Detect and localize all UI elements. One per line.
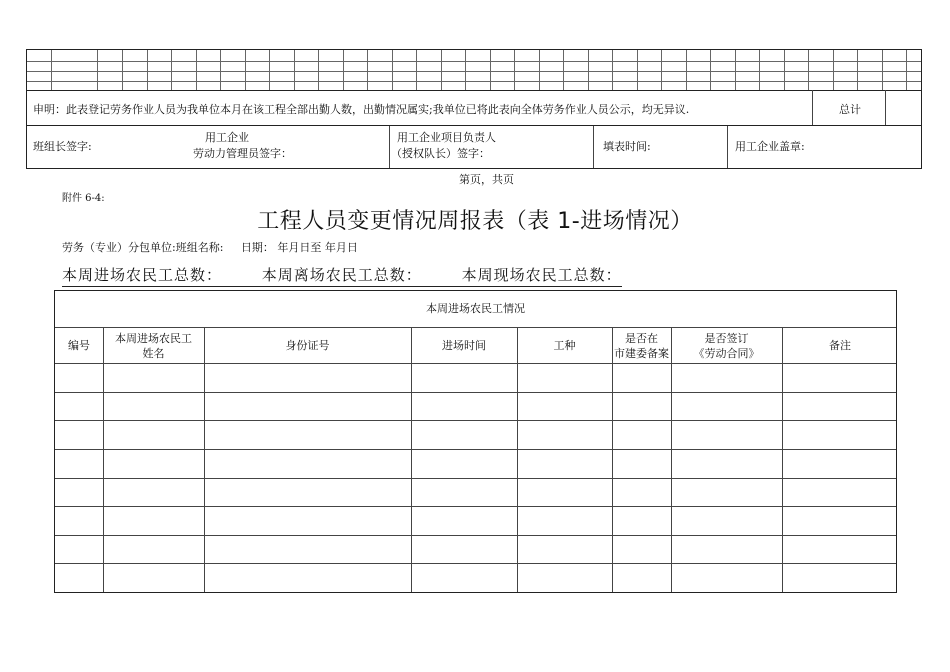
column-divider (103, 328, 104, 592)
column-header (517, 328, 612, 363)
column-header-label: 备注 (829, 339, 851, 352)
table-row (55, 563, 896, 564)
column-header-label: 是否在 (625, 331, 658, 345)
grid-line (588, 50, 589, 90)
attachment-label: 附件 6-4: (62, 193, 105, 204)
project-leader-label: 用工企业项目负责人 (397, 131, 496, 144)
grid-line (759, 50, 760, 90)
grid-line (367, 50, 368, 90)
grid-line (661, 50, 662, 90)
column-divider (782, 328, 783, 592)
divider (812, 90, 813, 125)
grid-line (392, 50, 393, 90)
weekly-totals (62, 264, 622, 287)
grid-line (857, 50, 858, 90)
left-total-label: 本周离场农民工总数： (261, 266, 422, 284)
column-header-label: 编号 (68, 339, 90, 352)
column-divider (204, 328, 205, 592)
grid-line (220, 50, 221, 90)
total-label: 总计 (839, 103, 861, 116)
column-divider (612, 328, 613, 592)
table-row (55, 420, 896, 421)
table-row (55, 449, 896, 450)
table-section-header: 本周进场农民工情况 (55, 291, 896, 328)
column-header-label: 进场时间 (442, 339, 486, 352)
column-divider (517, 328, 518, 592)
grid-line (27, 81, 921, 82)
page-number: 第页，共页 (459, 173, 514, 186)
grid-line (196, 50, 197, 90)
column-header (204, 328, 411, 363)
divider (727, 126, 728, 168)
grid-line (833, 50, 834, 90)
column-divider (671, 328, 672, 592)
grid-line (784, 50, 785, 90)
date-label: 日期： 年月日至 年月日 (240, 241, 358, 254)
grid-line (514, 50, 515, 90)
subcontractor-label: 劳务（专业）分包单位:班组名称: (62, 241, 224, 254)
authorized-captain-signature-label: （授权队长）签字： (391, 147, 490, 160)
grid-line (906, 50, 907, 90)
grid-line (27, 61, 921, 62)
grid-line (808, 50, 809, 90)
attendance-grid (26, 49, 922, 91)
entry-table (54, 290, 897, 593)
page-title: 工程人员变更情况周报表（表 1-进场情况） (257, 209, 693, 234)
team-leader-signature-label: 班组长签字: (33, 140, 92, 153)
grid-line (343, 50, 344, 90)
divider (885, 90, 886, 125)
declaration-row (26, 90, 922, 126)
column-header (782, 328, 898, 363)
grid-line (490, 50, 491, 90)
grid-line (539, 50, 540, 90)
column-header (671, 328, 782, 363)
column-divider (411, 328, 412, 592)
info-line (62, 239, 372, 255)
grid-line (710, 50, 711, 90)
grid-line (147, 50, 148, 90)
column-header (411, 328, 517, 363)
grid-line (269, 50, 270, 90)
column-header-label: 本周进场农民工 (115, 331, 192, 345)
grid-line (882, 50, 883, 90)
column-header-label: 是否签订 (704, 331, 749, 345)
grid-line (171, 50, 172, 90)
grid-line (563, 50, 564, 90)
table-row (55, 363, 896, 364)
table-row (55, 392, 896, 393)
grid-line (245, 50, 246, 90)
grid-line (294, 50, 295, 90)
entered-total-label: 本周进场农民工总数： (62, 266, 223, 284)
table-row (55, 506, 896, 507)
grid-line (122, 50, 123, 90)
grid-line (637, 50, 638, 90)
grid-line (612, 50, 613, 90)
column-header (55, 328, 103, 363)
column-header-label: 市建委备案 (614, 346, 669, 360)
column-header-label: 工种 (553, 339, 576, 352)
current-total-label: 本周现场农民工总数： (461, 266, 622, 284)
table-row (55, 478, 896, 479)
grid-line (51, 50, 52, 90)
grid-line (318, 50, 319, 90)
column-header (612, 328, 671, 363)
divider (389, 126, 390, 168)
fill-time-label: 填表时间: (603, 140, 651, 153)
grid-line (97, 50, 98, 90)
table-row (55, 535, 896, 536)
company-seal-label: 用工企业盖章: (735, 140, 805, 153)
employer-label: 用工企业 (205, 131, 249, 144)
column-header-label: 《劳动合同》 (693, 346, 760, 360)
grid-line (686, 50, 687, 90)
divider (593, 126, 594, 168)
labor-manager-signature-label: 劳动力管理员签字： (193, 147, 292, 160)
signature-row (26, 126, 922, 169)
column-header (103, 328, 204, 363)
grid-line (735, 50, 736, 90)
column-header-label: 姓名 (142, 346, 165, 360)
grid-line (465, 50, 466, 90)
grid-line (416, 50, 417, 90)
grid-line (441, 50, 442, 90)
column-header-label: 身份证号 (285, 339, 330, 352)
declaration-text: 申明：此表登记劳务作业人员为我单位本月在该工程全部出勤人数，出勤情况属实;我单位已将此表向全体劳务作业人员公示，均无异议. (33, 103, 690, 116)
grid-line (27, 71, 921, 72)
